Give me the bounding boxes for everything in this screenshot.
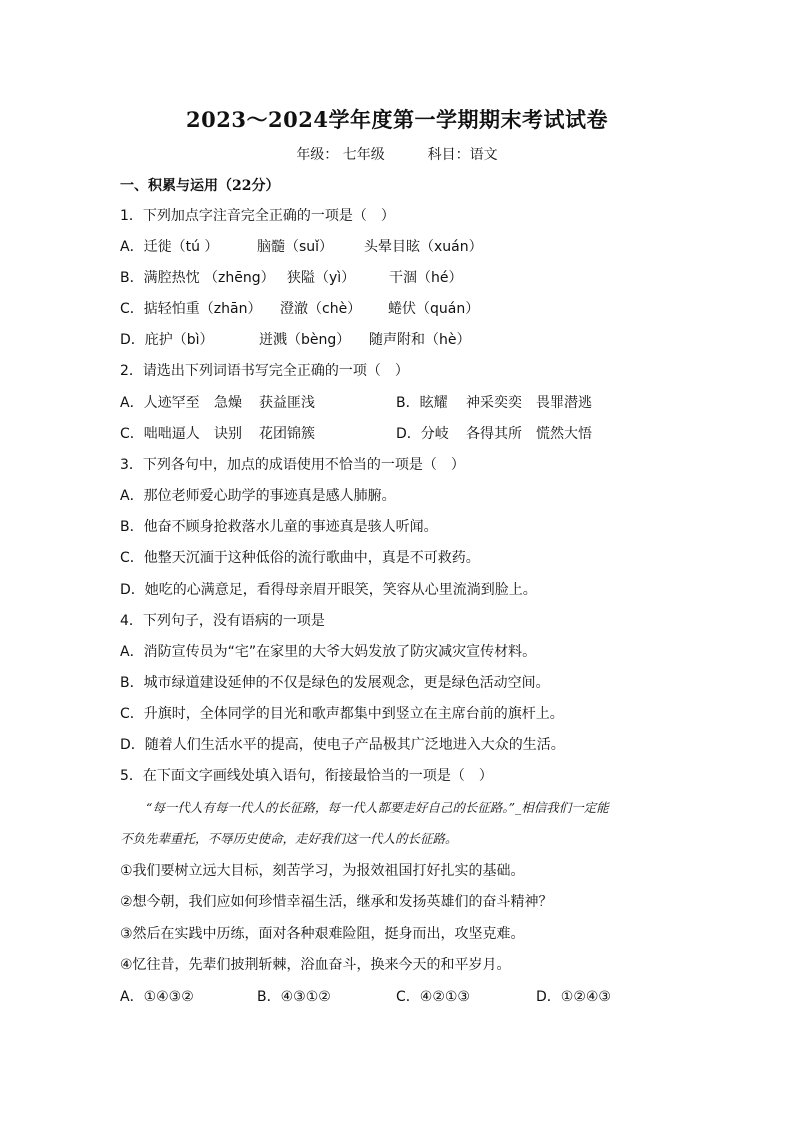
- q4-option-b: B．城市绿道建设延伸的不仅是绿色的发展观念，更是绿色活动空间。: [120, 675, 550, 691]
- subject-label: 科目：语文: [427, 147, 498, 163]
- q4-option-c: C．升旗时，全体同学的目光和歌声都集中到竖立在主席台前的旗杆上。: [120, 706, 564, 722]
- q5-passage-line-1: “每一代人有每一代人的长征路，每一代人都要走好自己的长征路。”_相信我们一定能: [146, 800, 609, 815]
- q5-sentence-4: ④忆往昔，先辈们披荆斩棘，浴血奋斗，换来今天的和平岁月。: [120, 957, 511, 973]
- q3-stem: 3．下列各句中，加点的成语使用不恰当的一项是（ ）: [120, 457, 465, 473]
- q5-options: [120, 987, 611, 1007]
- q5-option-a: A．①④③②: [120, 989, 194, 1005]
- q3-option-b: B．他奋不顾身抢救落水儿童的事迹真是骇人听闻。: [120, 519, 438, 535]
- page-title: 2023～2024学年度第一学期期末考试试卷: [186, 107, 608, 132]
- section-heading: 一、积累与运用（22分）: [120, 178, 280, 194]
- q3-option-d: D．她吃的心满意足，看得母亲眉开眼笑，笑容从心里流淌到脸上。: [120, 582, 537, 598]
- q5-sentence-3: ③然后在实践中历练，面对各种艰难险阻，挺身而出，攻坚克难。: [120, 926, 525, 942]
- exam-meta: [0, 144, 794, 164]
- q1-option-b: B．满腔热忱 （zhēng） 狭隘（yì） 干涸（hé）: [120, 270, 463, 286]
- q5-sentence-1: ①我们要树立远大目标，刻苦学习，为报效祖国打好扎实的基础。: [120, 863, 525, 879]
- q2-stem: 2．请选出下列词语书写完全正确的一项（ ）: [120, 363, 409, 379]
- q3-option-c: C．他整天沉湎于这种低俗的流行歌曲中，真是不可救药。: [120, 550, 480, 566]
- q3-option-a: A．那位老师爱心助学的事迹真是感人肺腑。: [120, 488, 396, 504]
- q1-option-d: D．庇护（bì） 迸溅（bèng） 随声附和（hè）: [120, 332, 471, 348]
- q5-option-d: D．①②④③: [536, 989, 611, 1005]
- q2-option-row-ab: A．人迹罕至 急燥 获益匪浅 B．眩耀 神采奕奕 畏罪潜逃: [120, 395, 592, 411]
- q4-stem: 4．下列句子，没有语病的一项是: [120, 613, 325, 629]
- q1-option-c: C．掂轻怕重（zhān） 澄澈（chè） 蜷伏（quán）: [120, 301, 480, 317]
- grade-label: 年级： 七年级: [296, 147, 385, 163]
- q1-stem: 1．下列加点字注音完全正确的一项是（ ）: [120, 208, 395, 224]
- q2-option-row-cd: C．咄咄逼人 诀别 花团锦簇 D．分岐 各得其所 慌然大悟: [120, 426, 592, 442]
- q1-option-a: A．迁徙（tú ） 脑髓（suǐ） 头晕目眩（xuán）: [120, 239, 483, 255]
- q5-sentence-2: ②想今朝，我们应如何珍惜幸福生活，继承和发扬英雄们的奋斗精神？: [120, 894, 553, 910]
- q4-option-a: A．消防宣传员为“宅”在家里的大爷大妈发放了防灾减灾宣传材料。: [120, 644, 537, 660]
- q5-stem: 5．在下面文字画线处填入语句，衔接最恰当的一项是（ ）: [120, 768, 493, 784]
- q4-option-d: D．随着人们生活水平的提高，使电子产品极其广泛地进入大众的生活。: [120, 737, 565, 753]
- q5-option-c: C．④②①③: [396, 989, 470, 1005]
- q5-passage-line-2: 不负先辈重托，不辱历史使命，走好我们这一代人的长征路。: [120, 831, 458, 846]
- q5-option-b: B．④③①②: [257, 989, 331, 1005]
